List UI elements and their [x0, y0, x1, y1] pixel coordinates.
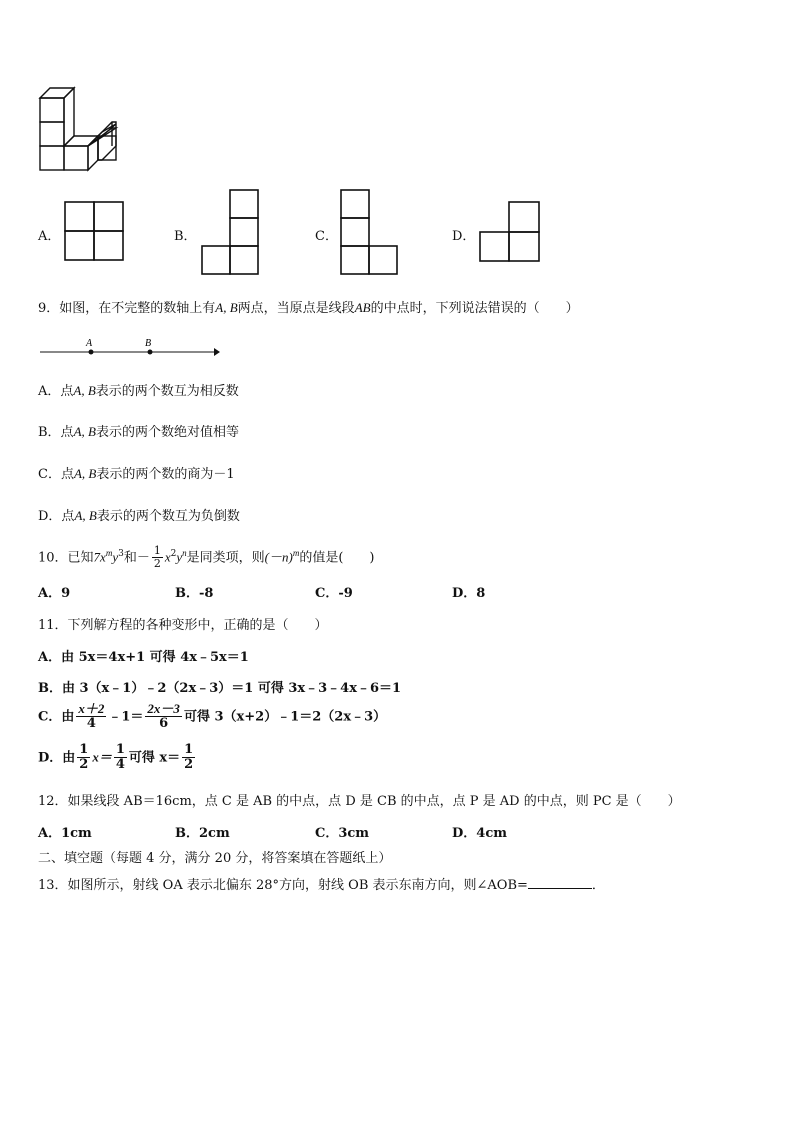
option-c-label: C． — [315, 229, 338, 244]
q9-option-a: A．点A, B表示的两个数互为相反数 — [38, 383, 239, 399]
point-a-label: A — [86, 338, 93, 349]
section-2-title: 二、填空题（每题 4 分，满分 20 分，将答案填在答题纸上） — [38, 851, 392, 866]
q13-stem: 13．如图所示，射线 OA 表示北偏东 28°方向，射线 OB 表示东南方向，则∠AOB= ． — [38, 878, 605, 893]
q11-stem: 11．下列解方程的各种变形中，正确的是（ ） — [38, 618, 328, 633]
q11-option-a: A．由 5x＝4x+1 可得 4x﹣5x＝1 — [38, 650, 249, 665]
cube-stack-figure — [36, 84, 120, 174]
q11-option-b: B．由 3（x﹣1）﹣2（2x﹣3）＝1 可得 3x﹣3﹣4x﹣6＝1 — [38, 681, 402, 696]
point-b-label: B — [145, 338, 152, 349]
q11-option-d: D．由 $\frac{1}{2}$ x＝ $\frac{1}{4}$ 可得 x＝ $\frac{1}{2}$ — [38, 742, 194, 773]
q9-option-d: D．点A, B表示的两个数互为负倒数 — [38, 508, 240, 524]
q12-option-c: C．3cm — [315, 826, 370, 841]
option-d-label: D． — [452, 229, 476, 244]
q9-option-c: C．点A, B表示的两个数的商为－1 — [38, 466, 235, 482]
q11-option-c: C．由 $\frac{x+2}{4}$ ﹣1＝ $\frac{2x-3}{6}$ 可得 3（x+2）﹣1＝2（2x﹣3） — [38, 701, 387, 732]
option-b-label: B． — [174, 229, 197, 244]
q9-stem: 9．如图，在不完整的数轴上有A, B两点，当原点是线段AB的中点时，下列说法错误的（ ） — [38, 300, 579, 316]
q9-option-b: B．点A, B表示的两个数绝对值相等 — [38, 424, 239, 440]
option-d-figure — [479, 201, 541, 263]
q12-stem: 12．如果线段 AB＝16cm，点 C 是 AB 的中点，点 D 是 CB 的中点，点 P 是 AD 的中点，则 PC 是（ ） — [38, 794, 681, 809]
answer-blank[interactable] — [528, 876, 592, 889]
option-a-label: A． — [38, 229, 61, 244]
q12-option-a: A．1cm — [38, 826, 92, 841]
q10-option-c: C．-9 — [315, 586, 353, 601]
option-a-figure — [64, 201, 124, 261]
number-line-figure — [38, 336, 220, 362]
option-b-figure — [201, 189, 259, 275]
q10-option-a: A．9 — [38, 586, 71, 601]
q12-option-b: B．2cm — [175, 826, 230, 841]
q10-option-d: D．8 — [452, 586, 486, 601]
q10-stem: 10．已知$7x^my^3$和－ $\frac{1}{2}$ $x^2y^n$是同类项，则$(-n)^m$的值是( ) — [38, 544, 375, 571]
q12-option-d: D．4cm — [452, 826, 507, 841]
option-c-figure — [340, 189, 398, 275]
q10-option-b: B．-8 — [175, 586, 214, 601]
